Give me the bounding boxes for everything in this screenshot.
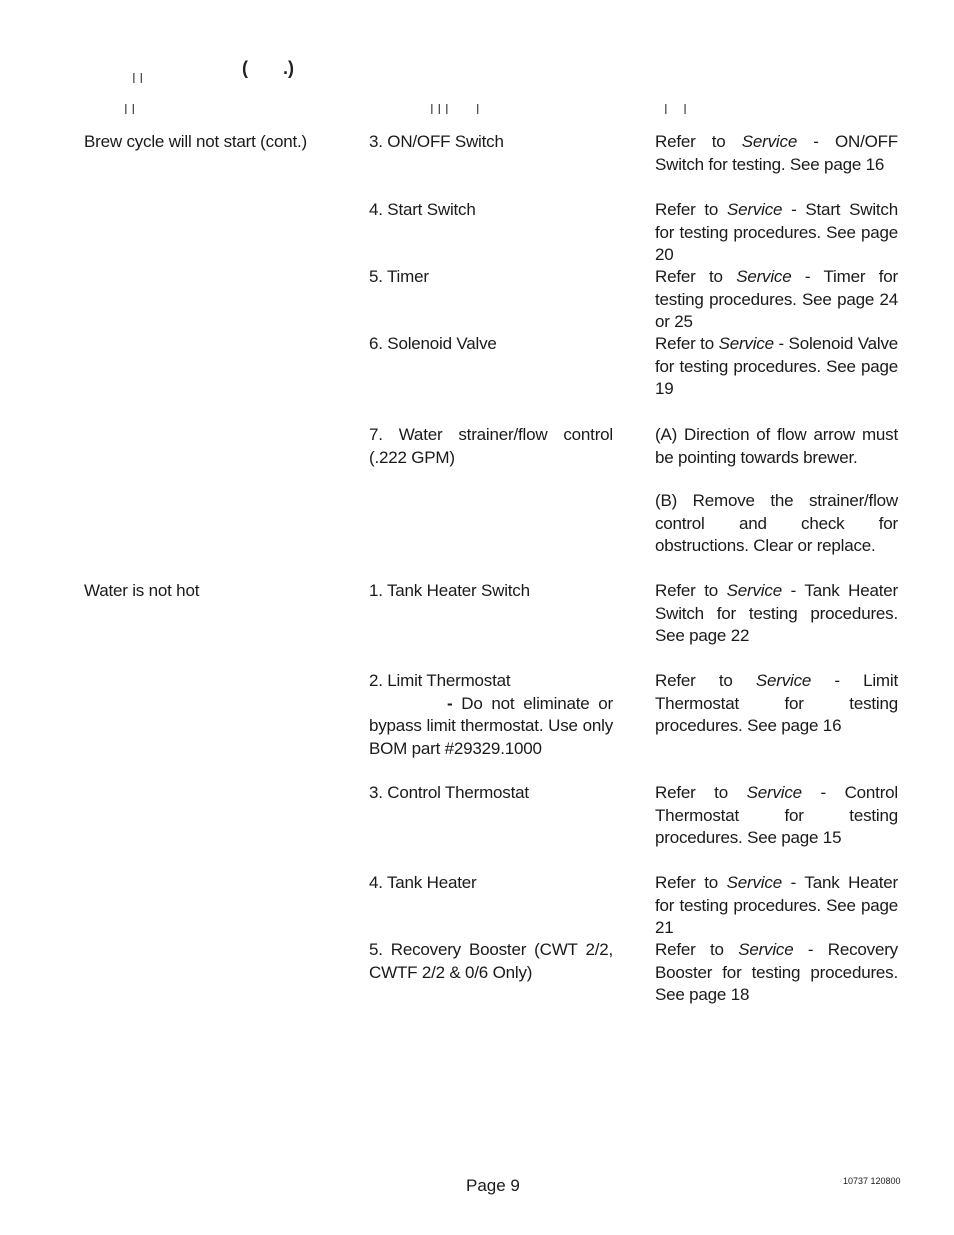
header-title-fragment: ( .) [242, 58, 294, 78]
column-header-problem-marks: ǀ ǀ [124, 101, 136, 117]
cause-recovery-booster: 5. Recovery Booster (CWT 2/2, CWTF 2/2 & 0/6 Only) [369, 940, 613, 982]
solution-control-thermostat: Refer to Service - Control Thermostat for testing procedures. See page 15 [655, 783, 898, 847]
cause-start-switch: 4. Start Switch [369, 200, 476, 219]
cause-limit-thermostat [369, 670, 613, 760]
header-marks: ǀ ǀ [132, 70, 144, 86]
solution-recovery-booster: Refer to Service - Recovery Booster for testing procedures. See page 18 [655, 940, 898, 1004]
column-header-solution-marks: ǀ ǀ [664, 101, 687, 117]
solution-limit-thermostat: Refer to Service - Limit Thermostat for testing procedures. See page 16 [655, 671, 898, 735]
cause-tank-heater: 4. Tank Heater [369, 873, 477, 892]
solution-tank-heater: Refer to Service - Tank Heater for testing procedures. See page 21 [655, 873, 898, 937]
cause-limit-thermostat-note: - Do not eliminate or bypass limit thermostat. Use only BOM part #29329.1000 [369, 693, 613, 758]
page-number: Page 9 [466, 1176, 520, 1195]
cause-control-thermostat: 3. Control Thermostat [369, 783, 529, 802]
cause-tank-heater-switch: 1. Tank Heater Switch [369, 581, 530, 600]
cause-solenoid-valve: 6. Solenoid Valve [369, 334, 497, 353]
cause-on-off-switch: 3. ON/OFF Switch [369, 132, 504, 151]
solution-solenoid-valve: Refer to Service - Solenoid Valve for testing procedures. See page 19 [655, 334, 898, 398]
cause-limit-thermostat-title: 2. Limit Thermostat [369, 671, 511, 690]
solution-tank-heater-switch: Refer to Service - Tank Heater Switch for testing procedures. See page 22 [655, 581, 898, 645]
solution-on-off-switch: Refer to Service - ON/OFF Switch for testing. See page 16 [655, 132, 898, 174]
cause-water-strainer: 7. Water strainer/flow control (.222 GPM) [369, 425, 613, 467]
solution-remove-strainer: (B) Remove the strainer/flow control and check for obstructions. Clear or replace. [655, 491, 898, 555]
document-code: 10737 120800 [843, 1176, 901, 1186]
solution-timer: Refer to Service - Timer for testing procedures. See page 24 or 25 [655, 267, 898, 331]
column-header-cause-marks: ǀ ǀ ǀ ǀ [430, 101, 480, 117]
solution-start-switch: Refer to Service - Start Switch for testing procedures. See page 20 [655, 200, 898, 264]
problem-brew-cycle: Brew cycle will not start (cont.) [84, 132, 307, 151]
cause-timer: 5. Timer [369, 267, 429, 286]
solution-flow-direction: (A) Direction of flow arrow must be pointing towards brewer. [655, 425, 898, 467]
problem-water-not-hot: Water is not hot [84, 581, 200, 600]
